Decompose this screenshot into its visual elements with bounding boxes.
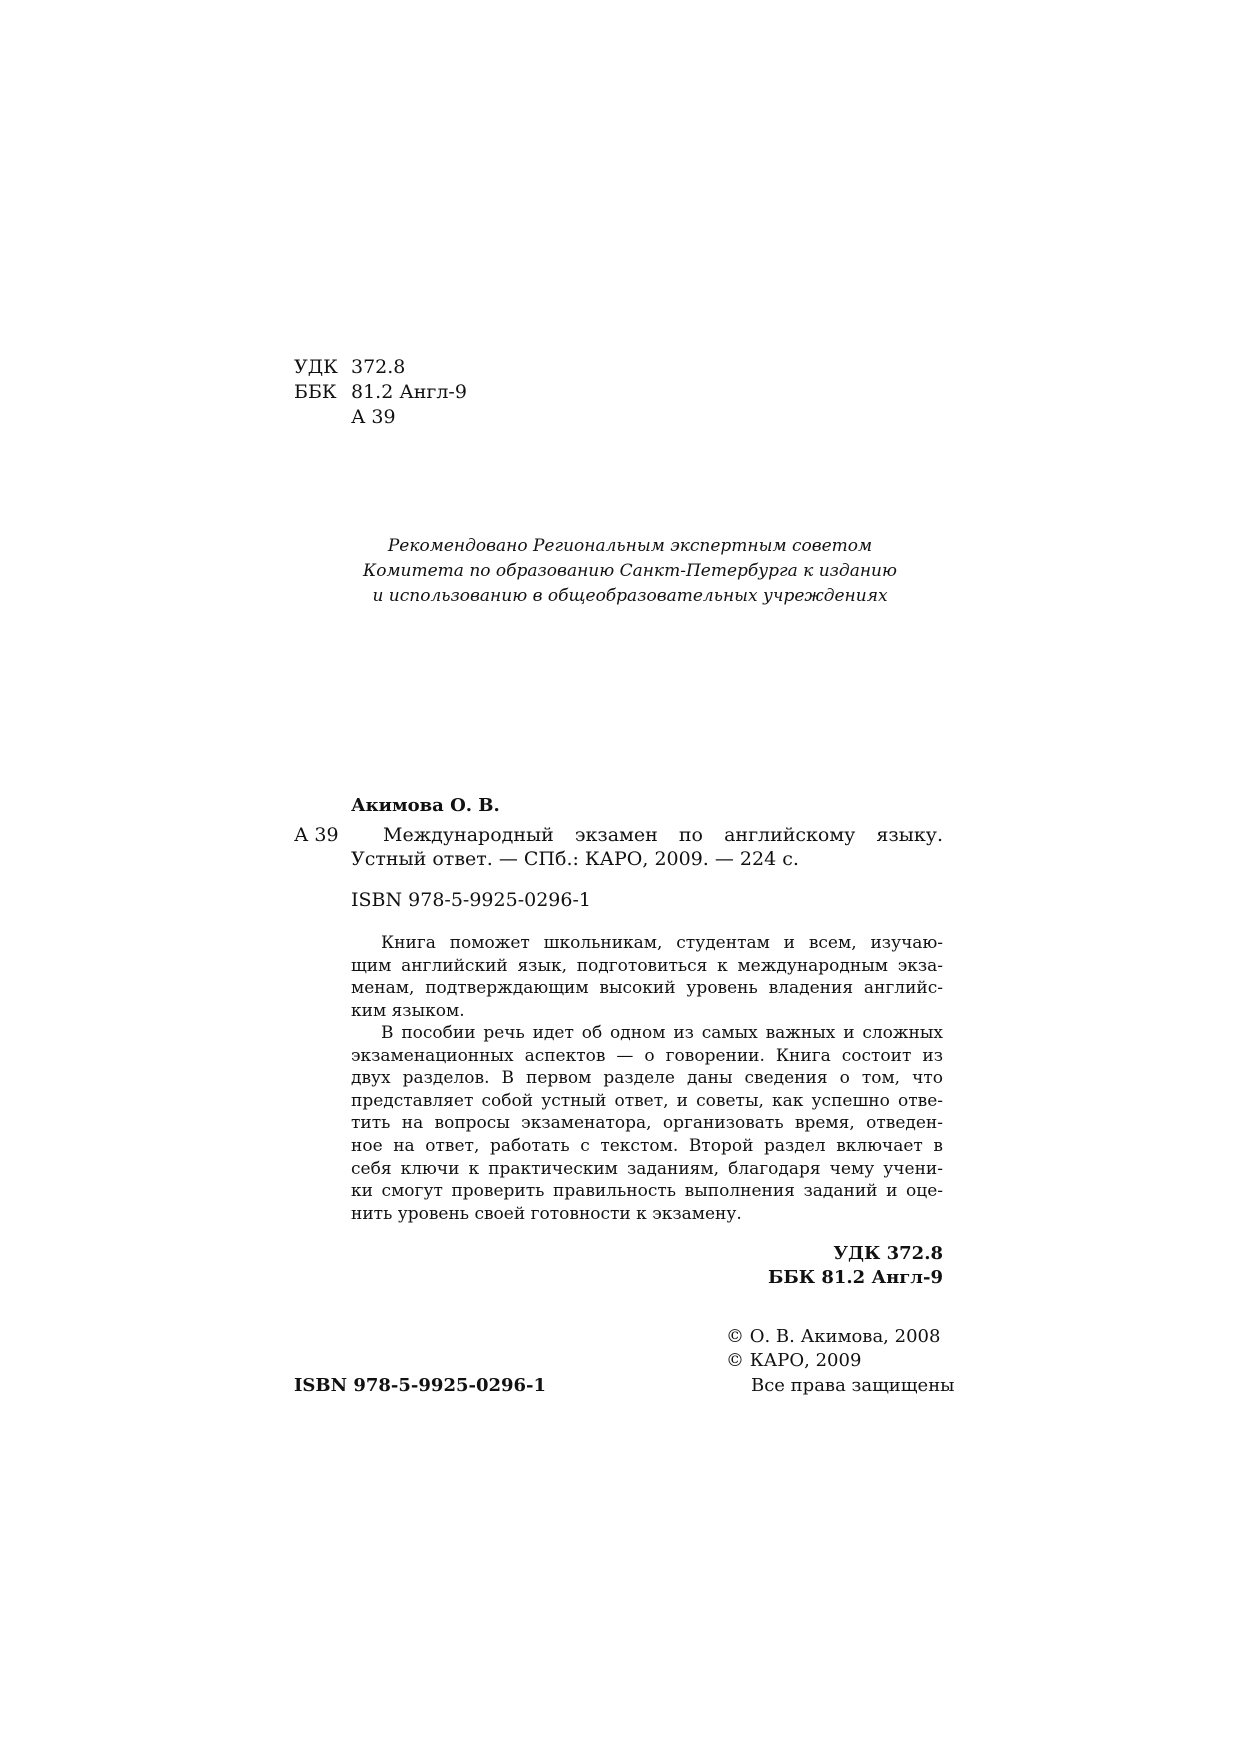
author-name: Акимова О. В.: [351, 795, 500, 816]
abstract-line: ки смогут проверить правильность выполнения заданий и оце-: [351, 1181, 943, 1202]
abstract-line: себя ключи к практическим заданиям, благодаря чему учени-: [351, 1158, 943, 1179]
udk-value: 372.8: [351, 356, 406, 378]
abstract-paragraph-1: [351, 932, 943, 1022]
isbn-footer: ISBN 978-5-9925-0296-1: [294, 1375, 547, 1396]
abstract-line: двух разделов. В первом разделе даны сведения о том, что: [351, 1068, 943, 1089]
recommendation-line-3: и использованию в общеобразовательных учреждениях: [372, 586, 888, 606]
copyright-publisher: © КАРО, 2009: [726, 1350, 862, 1371]
author-mark-top: А 39: [351, 406, 396, 428]
author-mark: А 39: [294, 824, 339, 846]
bbk-label: ББК: [294, 381, 337, 403]
abstract-line: ное на ответ, работать с текстом. Второй раздел включает в: [351, 1135, 943, 1156]
bbk-value: 81.2 Англ-9: [351, 381, 467, 403]
udk-code-bold: УДК 372.8: [833, 1243, 943, 1264]
copyright-author: © О. В. Акимова, 2008: [726, 1326, 941, 1347]
isbn-entry: ISBN 978-5-9925-0296-1: [351, 889, 591, 911]
abstract-line: экзаменационных аспектов — о говорении. Книга состоит из: [351, 1045, 943, 1066]
abstract-line: ким языком.: [351, 1000, 465, 1021]
abstract-line: тить на вопросы экзаменатора, организовать время, отведен-: [351, 1113, 943, 1134]
all-rights-reserved: Все права защищены: [751, 1375, 955, 1396]
abstract-paragraph-2: [351, 1022, 943, 1225]
udk-label: УДК: [294, 356, 338, 378]
abstract-line: В пособии речь идет об одном из самых важных и сложных: [381, 1023, 943, 1043]
abstract-line: менам, подтверждающим высокий уровень владения английс-: [351, 978, 943, 999]
abstract-line: нить уровень своей готовности к экзамену.: [351, 1203, 742, 1224]
abstract-line: представляет собой устный ответ, и советы, как успешно отве-: [351, 1090, 943, 1111]
recommendation-line-1: Рекомендовано Региональным экспертным советом: [387, 536, 873, 556]
abstract-line: щим английский язык, подготовиться к международным экза-: [351, 955, 943, 976]
title-line-1: Международный экзамен по английскому языку.: [383, 824, 943, 846]
bbk-code-bold: ББК 81.2 Англ-9: [767, 1267, 943, 1288]
title-line-2: Устный ответ. — СПб.: КАРО, 2009. — 224 с.: [351, 848, 799, 870]
recommendation-line-2: Комитета по образованию Санкт-Петербурга к изданию: [363, 561, 897, 581]
abstract-line: Книга поможет школьникам, студентам и всем, изучаю-: [381, 933, 943, 953]
